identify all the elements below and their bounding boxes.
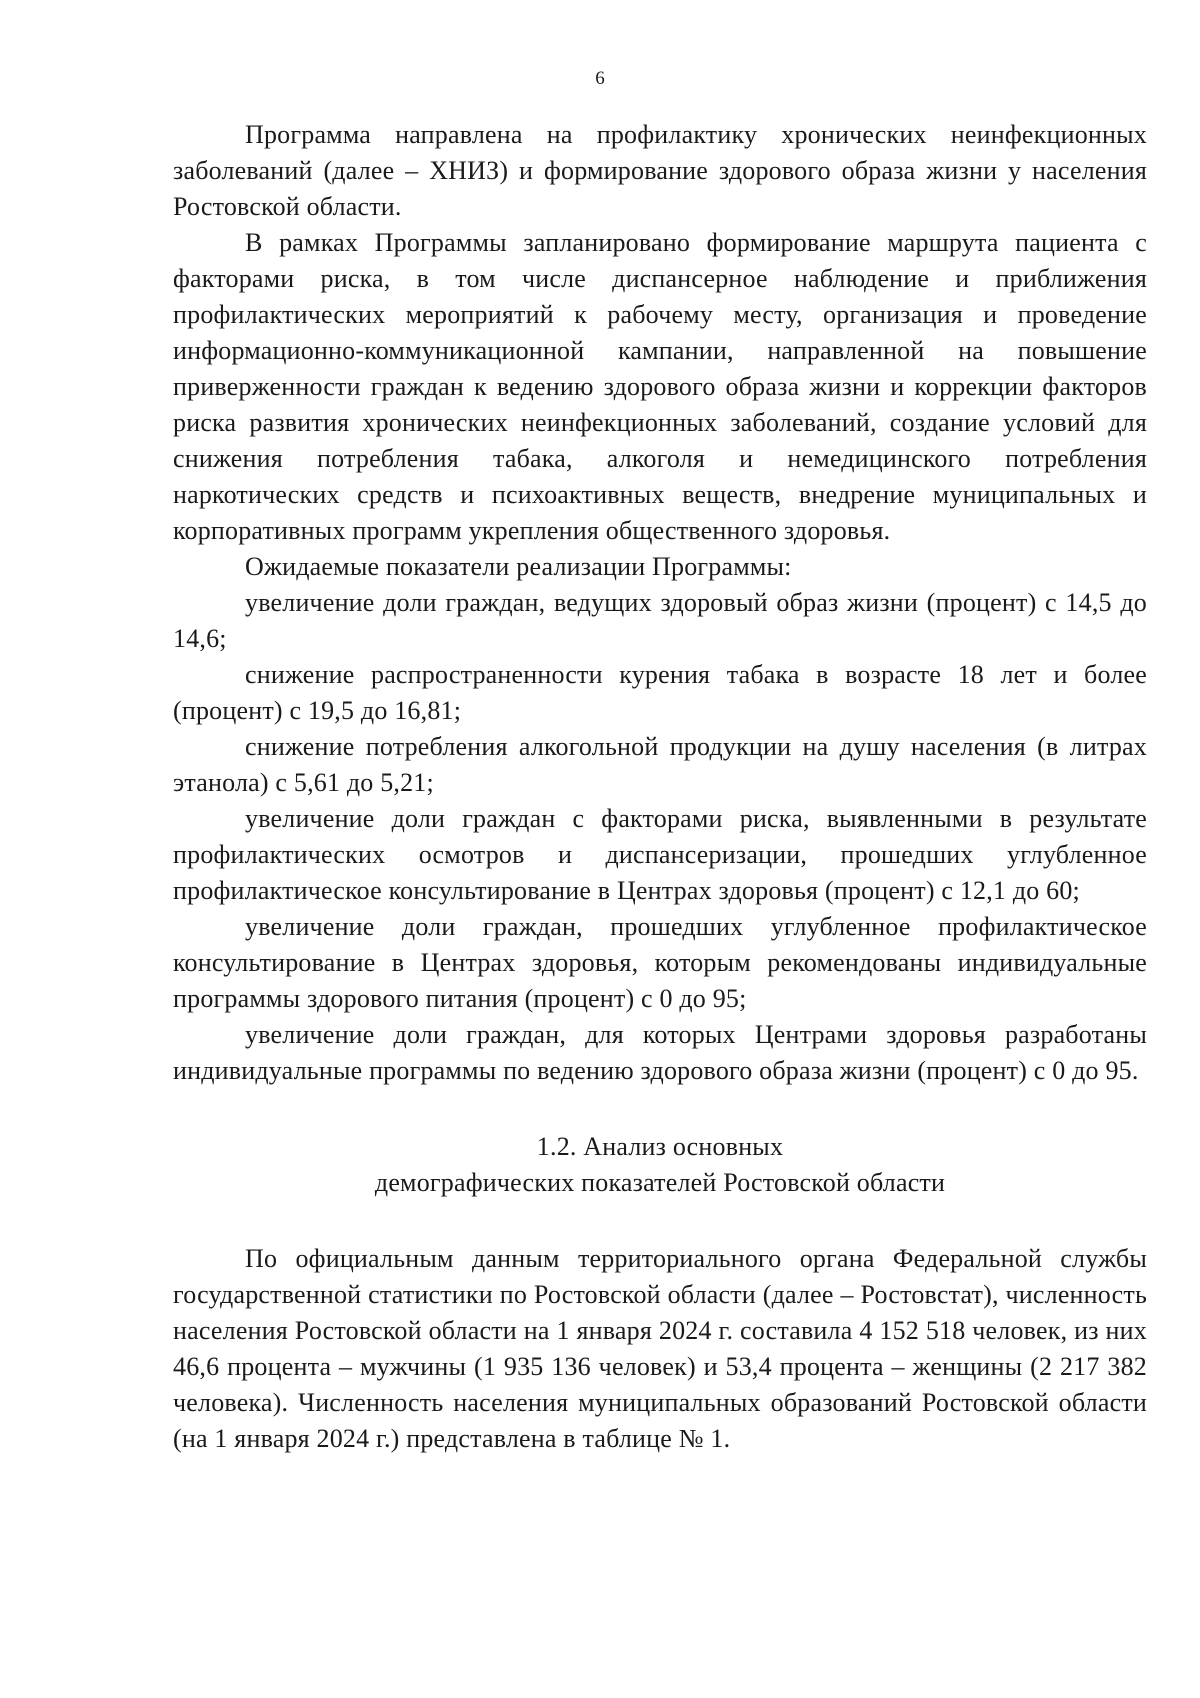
paragraph-population-stats: По официальным данным территориального органа Федеральной службы государственной статистики по Ростовской области (далее – Ростовстат), численность населения Ростовской области на 1 января 2024 г. составила 4 152 518 человек, из них 46,6 процента – мужчины (1 935 136 человек) и 53,4 процента – женщины (2 217 382 человека). Численность населения муниципальных образований Ростовской области (на 1 января 2024 г.) представлена в таблице № 1. (173, 1244, 1147, 1453)
section-heading (173, 1129, 1147, 1201)
paragraph-expected-indicators: Ожидаемые показатели реализации Программы: (245, 552, 792, 581)
paragraph-program-purpose: Программа направлена на профилактику хронических неинфекционных заболеваний (далее – ХНИЗ) и формирование здорового образа жизни у населения Ростовской области. (173, 120, 1147, 221)
page-number: 6 (595, 68, 605, 89)
list-item: увеличение доли граждан, ведущих здоровый образ жизни (процент) с 14,5 до 14,6; (173, 588, 1147, 653)
list-item: увеличение доли граждан, прошедших углубленное профилактическое консультирование в Центрах здоровья, которым рекомендованы индивидуальные программы здорового питания (процент) с 0 до 95; (173, 912, 1147, 1013)
section-heading-line1: 1.2. Анализ основных (536, 1132, 784, 1161)
document-body (173, 117, 1147, 1457)
list-item: снижение распространенности курения табака в возрасте 18 лет и более (процент) с 19,5 до 16,81; (173, 660, 1147, 725)
list-item: увеличение доли граждан, для которых Центрами здоровья разработаны индивидуальные программы по ведению здорового образа жизни (процент) с 0 до 95. (173, 1020, 1147, 1085)
section-heading-line2: демографических показателей Ростовской области (374, 1168, 946, 1197)
paragraph-program-scope: В рамках Программы запланировано формирование маршрута пациента с факторами риска, в том числе диспансерное наблюдение и приближения профилактических мероприятий к рабочему месту, организация и проведение информационно-коммуникационной кампании, направленной на повышение приверженности граждан к ведению здорового образа жизни и коррекции факторов риска развития хронических неинфекционных заболеваний, создание условий для снижения потребления табака, алкоголя и немедицинского потребления наркотических средств и психоактивных веществ, внедрение муниципальных и корпоративных программ укрепления общественного здоровья. (173, 228, 1147, 545)
list-item: снижение потребления алкогольной продукции на душу населения (в литрах этанола) с 5,61 до 5,21; (173, 732, 1147, 797)
list-item: увеличение доли граждан с факторами риска, выявленными в результате профилактических осмотров и диспансеризации, прошедших углубленное профилактическое консультирование в Центрах здоровья (процент) с 12,1 до 60; (173, 804, 1147, 905)
